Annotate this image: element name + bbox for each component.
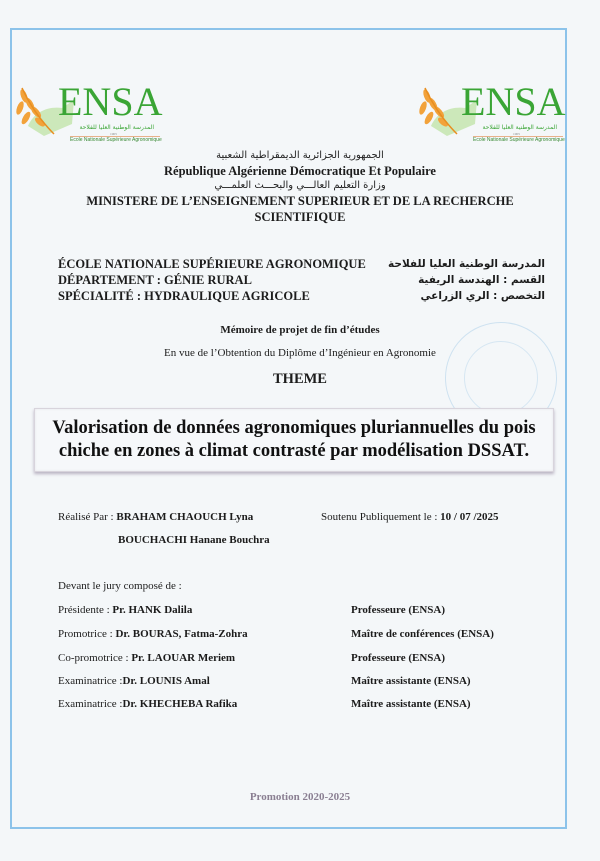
jury-name: Dr. BOURAS, Fatma-Zohra <box>115 628 248 640</box>
jury-member <box>58 604 192 616</box>
logo-arabic-name: المدرسة الوطنية العليا للفلاحة <box>482 124 557 131</box>
jury-title: Maître assistante (ENSA) <box>351 675 471 687</box>
jury-title: Professeure (ENSA) <box>351 604 445 616</box>
jury-title: Professeure (ENSA) <box>351 652 445 664</box>
jury-name: Dr. LOUNIS Amal <box>122 675 210 687</box>
theme-label: THEME <box>273 371 327 387</box>
jury-member <box>58 698 237 710</box>
thesis-title-box <box>34 408 554 472</box>
jury-name: Dr. KHECHEBA Rafika <box>122 698 238 710</box>
logo-arabic-name: المدرسة الوطنية العليا للفلاحة <box>79 124 154 131</box>
ministry-french-line1: MINISTERE DE L’ENSEIGNEMENT SUPERIEUR ET DE LA RECHERCHE <box>86 194 514 208</box>
author-1: BRAHAM CHAOUCH Lyna <box>116 511 254 523</box>
defense-line <box>321 511 499 523</box>
jury-role: Présidente : <box>58 604 113 616</box>
republic-arabic: الجمهورية الجزائرية الديمقراطية الشعبية <box>216 150 384 161</box>
jury-name: Pr. HANK Dalila <box>112 604 193 616</box>
jury-intro: Devant le jury composé de : <box>58 580 182 592</box>
department: DÉPARTEMENT : GÉNIE RURAL <box>58 273 252 287</box>
thesis-title-line1: Valorisation de données agronomiques pluriannuelles du pois <box>52 418 536 438</box>
school-french-block <box>58 256 366 304</box>
authors-line <box>58 511 253 523</box>
memoire-type: Mémoire de projet de fin d’études <box>220 324 380 336</box>
jury-role: Co-promotrice : <box>58 652 132 664</box>
logo-wordmark: ENSA <box>58 79 163 124</box>
jury-title: Maître assistante (ENSA) <box>351 698 471 710</box>
memoire-purpose: En vue de l’Obtention du Diplôme d’Ingénieur en Agronomie <box>164 347 436 359</box>
republic-french: République Algérienne Démocratique Et Populaire <box>164 164 436 178</box>
jury-member <box>58 675 210 687</box>
ministry-french-line2: SCIENTIFIQUE <box>254 210 346 224</box>
jury-member <box>58 628 248 640</box>
jury-role: Examinatrice : <box>58 698 123 710</box>
logo-subtitle: Ecole Nationale Supérieure Agronomique <box>473 137 565 143</box>
jury-role: Examinatrice : <box>58 675 123 687</box>
speciality: SPÉCIALITÉ : HYDRAULIQUE AGRICOLE <box>58 289 310 303</box>
logo-wordmark: ENSA <box>461 79 566 124</box>
author-2-line <box>118 534 270 546</box>
thesis-title <box>46 417 541 463</box>
jury-title: Maître de conférences (ENSA) <box>351 628 494 640</box>
defense-label: Soutenu Publiquement le : <box>321 511 441 523</box>
thesis-title-line2: chiche en zones à climat contrasté par modélisation DSSAT. <box>58 441 530 461</box>
department-arabic: القسم : الهندسة الريفية <box>418 274 545 286</box>
jury-name: Pr. LAOUAR Meriem <box>131 652 236 664</box>
school-name: ÉCOLE NATIONALE SUPÉRIEURE AGRONOMIQUE <box>58 257 366 271</box>
promotion-label: Promotion 2020-2025 <box>249 791 351 803</box>
jury-member <box>58 652 235 664</box>
ensa-logo-right <box>417 78 566 150</box>
author-2: BOUCHACHI Hanane Bouchra <box>118 534 270 546</box>
logo-year: 1905 <box>513 132 520 136</box>
school-arabic-block <box>388 256 545 304</box>
speciality-arabic: التخصص : الري الزراعي <box>420 290 545 302</box>
logo-subtitle: Ecole Nationale Supérieure Agronomique <box>70 137 162 143</box>
school-name-arabic: المدرسة الوطنية العليا للفلاحة <box>388 258 545 270</box>
ensa-logo-left <box>14 78 163 150</box>
ministry-arabic: وزارة التعليم العالـــي والبحـــث العلمـــي <box>214 180 386 191</box>
authors-label: Réalisé Par : <box>58 511 117 523</box>
defense-date: 10 / 07 /2025 <box>440 511 499 523</box>
jury-role: Promotrice : <box>58 628 116 640</box>
logo-year: 1905 <box>110 132 117 136</box>
